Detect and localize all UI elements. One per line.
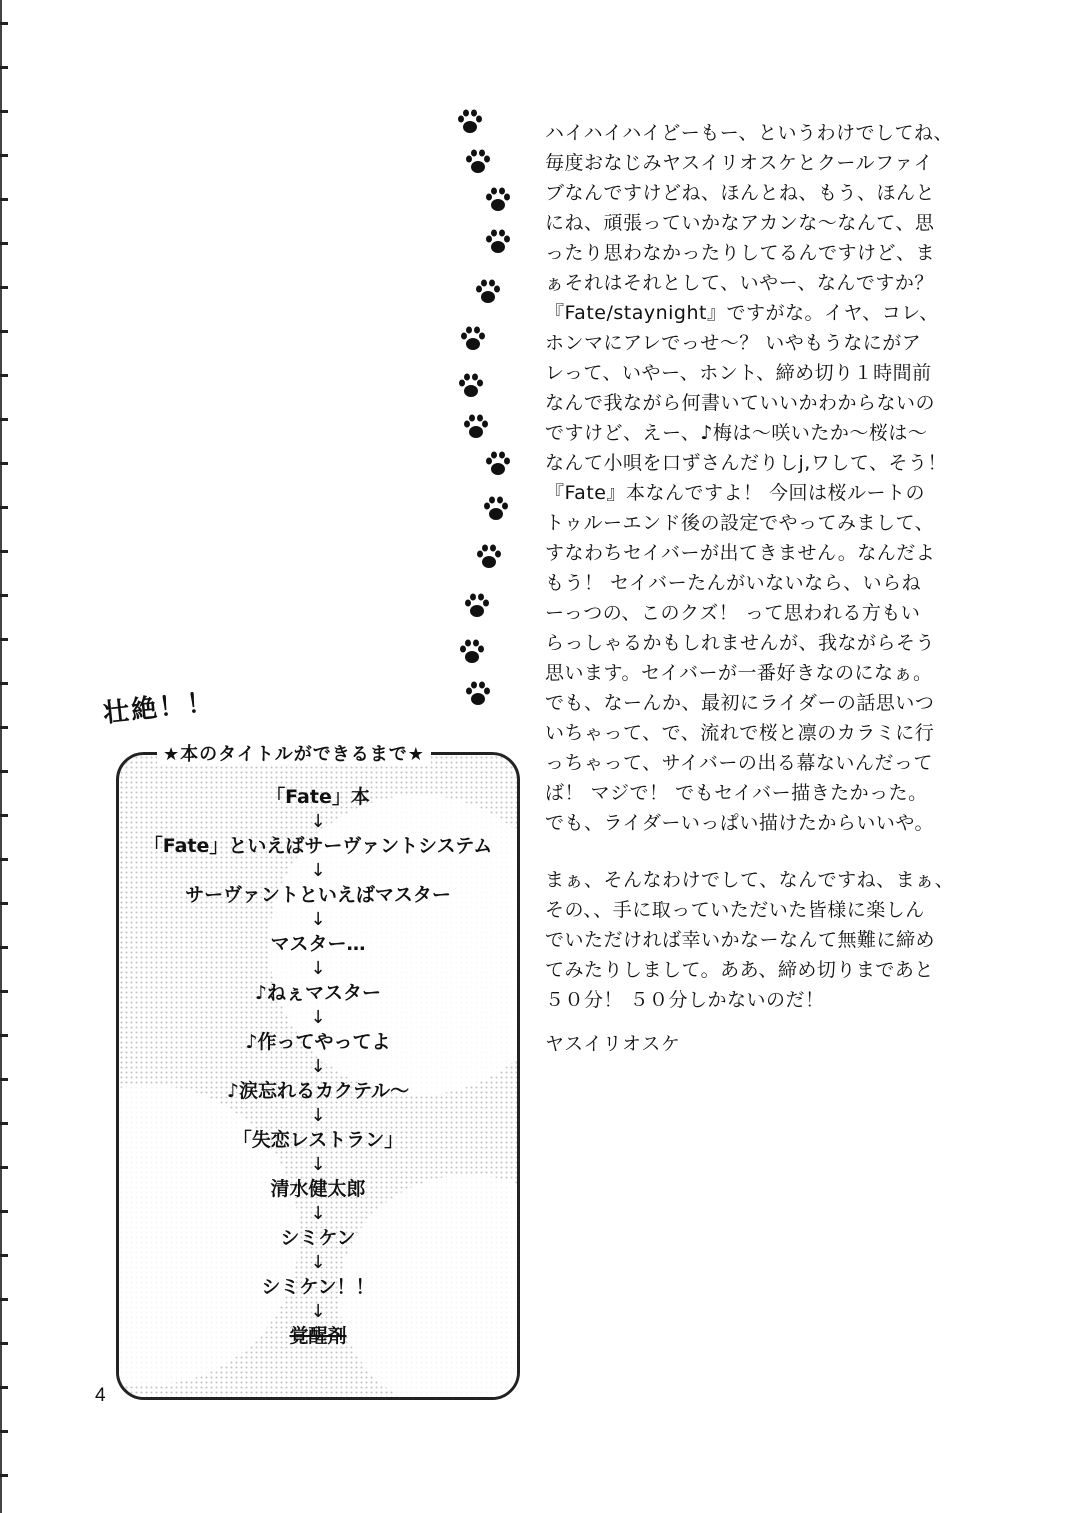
essay-line: ハイハイハイどーもー、というわけでしてね、: [545, 122, 953, 144]
essay-line: てみたりしまして。ああ、締め切りまであと: [545, 959, 934, 981]
essay-line: ホンマにアレでっせ～？ いやもうなにがア: [545, 332, 922, 354]
box-title: ★本のタイトルができるまで★: [157, 740, 431, 766]
flow-step: サーヴァントといえばマスター: [185, 884, 451, 906]
paw-print-icon: [474, 543, 504, 571]
down-arrow-icon: ↓: [310, 958, 326, 979]
essay-text: [545, 118, 1015, 1059]
essay-paragraph-2: [545, 865, 1015, 1015]
down-arrow-icon: ↓: [310, 1203, 326, 1224]
essay-line: 『Fate』本なんですよ！ 今回は桜ルートの: [545, 482, 926, 504]
down-arrow-icon: ↓: [310, 909, 326, 930]
page-number: 4: [95, 1385, 106, 1406]
essay-line: もう！ セイバーたんがいないなら、いらね: [545, 572, 922, 594]
essay-line: っちゃって、サイバーの出る幕ないんだって: [545, 752, 933, 774]
sidebar-heading: 壮絶！！: [101, 687, 217, 729]
down-arrow-icon: ↓: [310, 1252, 326, 1273]
down-arrow-icon: ↓: [310, 1007, 326, 1028]
flow-step: 「Fate」といえばサーヴァントシステム: [143, 835, 493, 857]
essay-line: ば！ マジで！ でもセイバー描きたかった。: [545, 782, 928, 804]
paw-print-icon: [463, 148, 493, 176]
paw-print-icon: [462, 592, 492, 620]
paw-print-icon: [463, 680, 493, 708]
essay-line: なんで我ながら何書いていいかわからないの: [545, 392, 936, 414]
author-signature: ヤスイリオスケ: [545, 1033, 681, 1055]
paw-print-icon: [461, 413, 491, 441]
flow-step: 覚醒剤: [289, 1325, 347, 1347]
essay-line: トゥルーエンド後の設定でやってみまして、: [545, 512, 935, 534]
flow-step: 「Fate」本: [266, 786, 370, 808]
paw-print-icon: [481, 495, 511, 523]
paw-print-icon: [455, 108, 485, 136]
title-flow-chain: [116, 785, 520, 1349]
essay-line: ぁそれはそれとして、いやー、なんですか？: [545, 272, 934, 294]
essay-line: 思います。セイバーが一番好きなのになぁ。: [545, 662, 933, 684]
essay-line: ５０分！ ５０分しかないのだ！: [545, 989, 825, 1011]
down-arrow-icon: ↓: [310, 1301, 326, 1322]
binding-tick-marks: [0, 0, 8, 1513]
flow-step: 清水健太郎: [270, 1178, 366, 1200]
down-arrow-icon: ↓: [310, 811, 326, 832]
paw-print-icon: [473, 278, 503, 306]
paw-print-icon: [456, 372, 486, 400]
flow-step: シミケン！！: [261, 1276, 375, 1298]
essay-line: ですけど、えー、♪梅は～咲いたか～桜は～: [545, 422, 928, 444]
essay-line: でいただければ幸いかなーなんて無難に締め: [545, 929, 936, 951]
essay-line: ったり思わなかったりしてるんですけど、ま: [545, 242, 936, 264]
essay-line: らっしゃるかもしれませんが、我ながらそう: [545, 632, 936, 654]
essay-line: 『Fate/staynight』ですがな。イヤ、コレ、: [545, 302, 939, 324]
essay-line: すなわちセイバーが出てきません。なんだよ: [545, 542, 936, 564]
flow-step: マスター…: [270, 933, 366, 955]
essay-line: ーっつの、このクズ！ って思われる方もい: [545, 602, 921, 624]
essay-line: レって、いやー、ホント、締め切り１時間前: [545, 362, 932, 384]
essay-paragraph-1: [545, 118, 1015, 838]
flow-step: シミケン: [280, 1227, 356, 1249]
essay-line: 毎度おなじみヤスイリオスケとクールファイ: [545, 152, 934, 174]
essay-line: でも、ライダーいっぱい描けたからいいや。: [545, 812, 935, 834]
essay-line: ブなんですけどね、ほんとね、もう、ほんと: [545, 182, 936, 204]
flow-step: ♪作ってやってよ: [245, 1031, 391, 1053]
flow-step: 「失恋レストラン」: [232, 1129, 404, 1151]
paw-print-icon: [458, 325, 488, 353]
paw-print-icon: [483, 186, 513, 214]
essay-line: その、、手に取っていただいた皆様に楽しん: [545, 899, 925, 921]
down-arrow-icon: ↓: [310, 1154, 326, 1175]
essay-line: なんて小唄を口ずさんだりしj,ワして、そう！: [545, 452, 947, 474]
essay-line: にね、頑張っていかなアカンな～なんて、思: [545, 212, 935, 234]
paw-print-icon: [483, 228, 513, 256]
essay-line: でも、なーんか、最初にライダーの話思いつ: [545, 692, 935, 714]
paw-print-icon: [483, 450, 513, 478]
essay-line: いちゃって、で、流れで桜と凛のカラミに行: [545, 722, 935, 744]
down-arrow-icon: ↓: [310, 1105, 326, 1126]
down-arrow-icon: ↓: [310, 860, 326, 881]
down-arrow-icon: ↓: [310, 1056, 326, 1077]
paw-print-icon: [457, 638, 487, 666]
flow-step: ♪ねぇマスター: [254, 982, 382, 1004]
essay-line: まぁ、そんなわけでして、なんですね、まぁ、: [545, 869, 955, 891]
flow-step: ♪涙忘れるカクテル～: [226, 1080, 410, 1102]
